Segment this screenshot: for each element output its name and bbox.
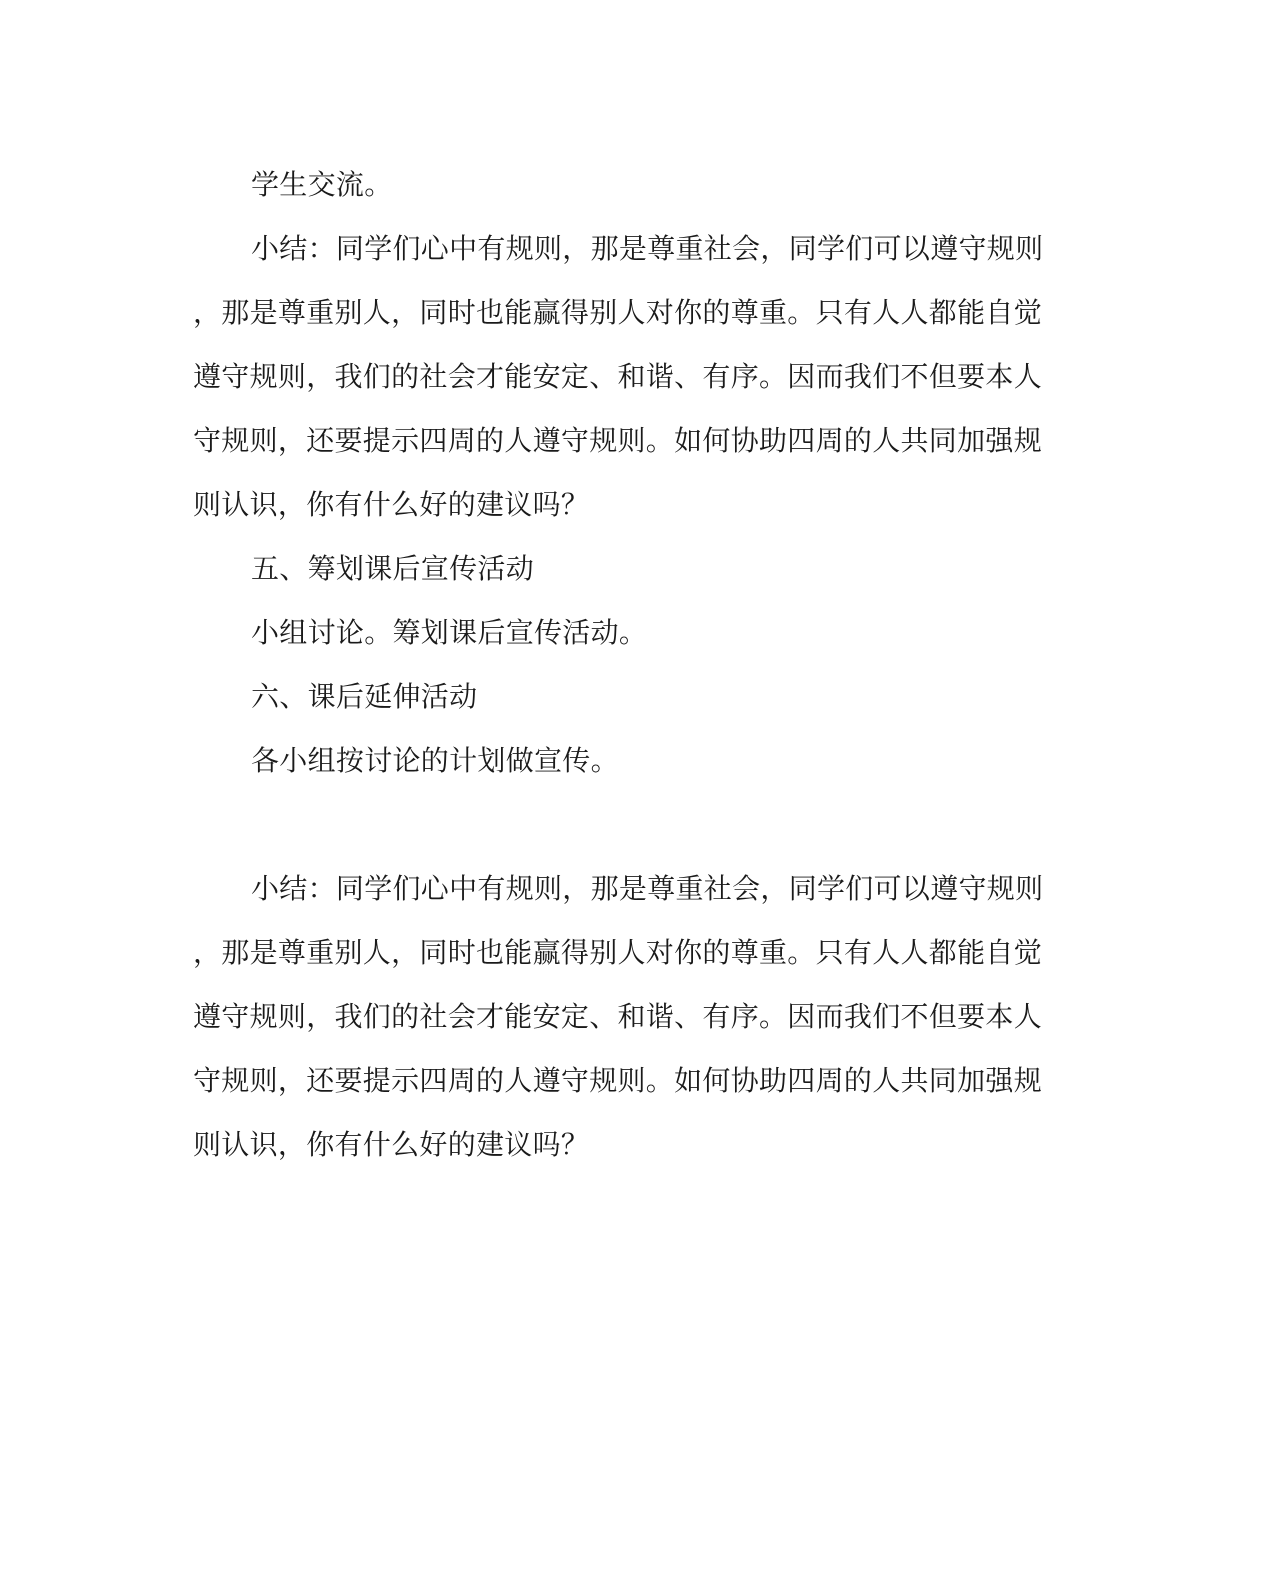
paragraph-line: 则认识，你有什么好的建议吗？	[193, 1128, 590, 1161]
paragraph-line: 遵守规则，我们的社会才能安定、和谐、有序。因而我们不但要本人	[193, 360, 1043, 393]
section-heading: 五、筹划课后宣传活动	[251, 552, 535, 585]
paragraph-line: 小组讨论。筹划课后宣传活动。	[251, 616, 648, 649]
paragraph-line: 小结：同学们心中有规则，那是尊重社会，同学们可以遵守规则	[251, 872, 1044, 905]
paragraph-line: 守规则，还要提示四周的人遵守规则。如何协助四周的人共同加强规	[193, 424, 1043, 457]
paragraph-line: 则认识，你有什么好的建议吗？	[193, 488, 590, 521]
paragraph-line: 遵守规则，我们的社会才能安定、和谐、有序。因而我们不但要本人	[193, 1000, 1043, 1033]
paragraph-line: ，那是尊重别人，同时也能赢得别人对你的尊重。只有人人都能自觉	[193, 296, 1043, 329]
paragraph-line: 各小组按讨论的计划做宣传。	[251, 744, 619, 777]
section-heading: 六、课后延伸活动	[251, 680, 478, 713]
paragraph-line: 守规则，还要提示四周的人遵守规则。如何协助四周的人共同加强规	[193, 1064, 1043, 1097]
paragraph-line: 小结：同学们心中有规则，那是尊重社会，同学们可以遵守规则	[251, 232, 1044, 265]
paragraph-line: 学生交流。	[251, 168, 393, 201]
paragraph-line: ，那是尊重别人，同时也能赢得别人对你的尊重。只有人人都能自觉	[193, 936, 1043, 969]
